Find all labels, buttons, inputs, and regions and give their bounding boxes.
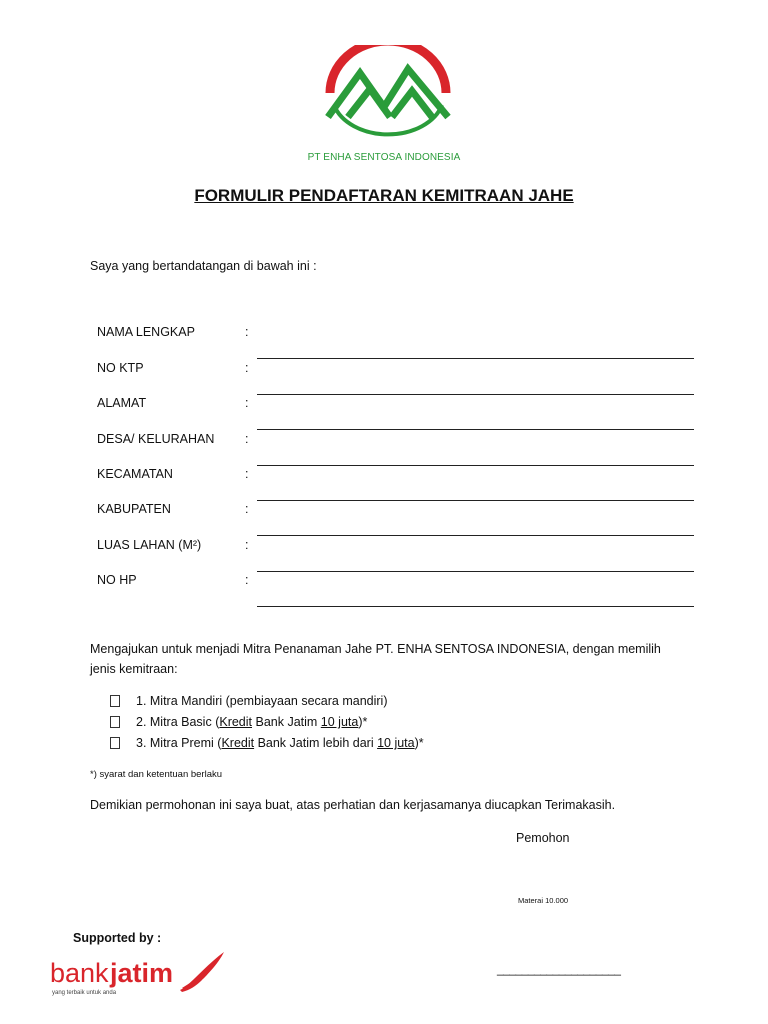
supported-by-label: Supported by :: [73, 931, 162, 945]
field-line-nama-lengkap[interactable]: [257, 358, 694, 359]
field-colon: :: [245, 538, 249, 552]
option-paren-close: )*: [414, 736, 424, 750]
option-name: 3. Mitra Premi: [136, 736, 214, 750]
field-label-nama-lengkap: NAMA LENGKAP: [97, 325, 195, 339]
materai-label: Materai 10.000: [518, 896, 569, 905]
form-title-text: FORMULIR PENDAFTARAN KEMITRAAN JAHE: [194, 186, 574, 205]
option-desc: Bank Jatim lebih dari: [254, 736, 378, 750]
pemohon-label: Pemohon: [516, 831, 570, 845]
option-desc: Bank Jatim: [252, 715, 321, 729]
field-line-alamat[interactable]: [257, 429, 694, 430]
bankjatim-logo: [50, 948, 228, 998]
checkbox[interactable]: [110, 716, 120, 728]
field-label-kecamatan: KECAMATAN: [97, 467, 173, 481]
field-colon: :: [245, 573, 249, 587]
field-line-no-hp[interactable]: [257, 606, 694, 607]
option-amount: 10 juta: [320, 715, 359, 729]
field-label-alamat: ALAMAT: [97, 396, 147, 410]
closing-text: Demikian permohonan ini saya buat, atas perhatian dan kerjasamanya diucapkan Terimakasih.: [90, 798, 616, 812]
option-name: 2. Mitra Basic: [136, 715, 212, 729]
field-line-kecamatan[interactable]: [257, 500, 694, 501]
field-line-desa-kelurahan[interactable]: [257, 465, 694, 466]
field-colon: :: [245, 361, 249, 375]
checkbox[interactable]: [110, 737, 120, 749]
option-name: 1. Mitra Mandiri: [136, 694, 223, 708]
field-label-kabupaten: KABUPATEN: [97, 502, 171, 516]
option-mitra-premi[interactable]: [110, 736, 424, 750]
field-label-no-ktp: NO KTP: [97, 361, 144, 375]
field-colon: :: [245, 467, 249, 481]
field-colon: :: [245, 502, 249, 516]
option-paren-close: )*: [358, 715, 368, 729]
option-kredit: Kredit: [219, 715, 253, 729]
option-amount: 10 juta: [377, 736, 415, 750]
intro-text: Saya yang bertandatangan di bawah ini :: [90, 259, 317, 273]
option-mitra-mandiri[interactable]: [110, 694, 388, 708]
bank-name-part2: jatim: [110, 958, 174, 988]
option-paren-open: (: [213, 736, 222, 750]
signature-line[interactable]: ____________________: [497, 962, 621, 976]
company-logo: [320, 45, 456, 145]
company-name: PT ENHA SENTOSA INDONESIA: [307, 152, 461, 163]
wing-icon: [180, 952, 224, 992]
terms-note: *) syarat dan ketentuan berlaku: [90, 769, 223, 780]
field-label-luas-lahan: LUAS LAHAN (M²): [97, 538, 202, 552]
field-colon: :: [245, 432, 249, 446]
option-kredit: Kredit: [221, 736, 255, 750]
form-title: [0, 186, 768, 206]
field-colon: :: [245, 396, 249, 410]
field-line-luas-lahan[interactable]: [257, 571, 694, 572]
bank-tagline: yang terbaik untuk anda: [52, 990, 117, 996]
application-paragraph: Mengajukan untuk menjadi Mitra Penanaman Jahe PT. ENHA SENTOSA INDONESIA, dengan memilih jenis kemitraan:: [90, 642, 661, 676]
field-line-no-ktp[interactable]: [257, 394, 694, 395]
field-label-desa-kelurahan: DESA/ KELURAHAN: [97, 432, 215, 446]
option-desc: (pembiayaan secara mandiri): [222, 694, 388, 708]
field-label-no-hp: NO HP: [97, 573, 137, 587]
option-paren-open: (: [211, 715, 220, 729]
bank-name-part1: bank: [50, 958, 109, 988]
checkbox[interactable]: [110, 695, 120, 707]
option-mitra-basic[interactable]: [110, 715, 367, 729]
field-line-kabupaten[interactable]: [257, 535, 694, 536]
field-colon: :: [245, 325, 249, 339]
